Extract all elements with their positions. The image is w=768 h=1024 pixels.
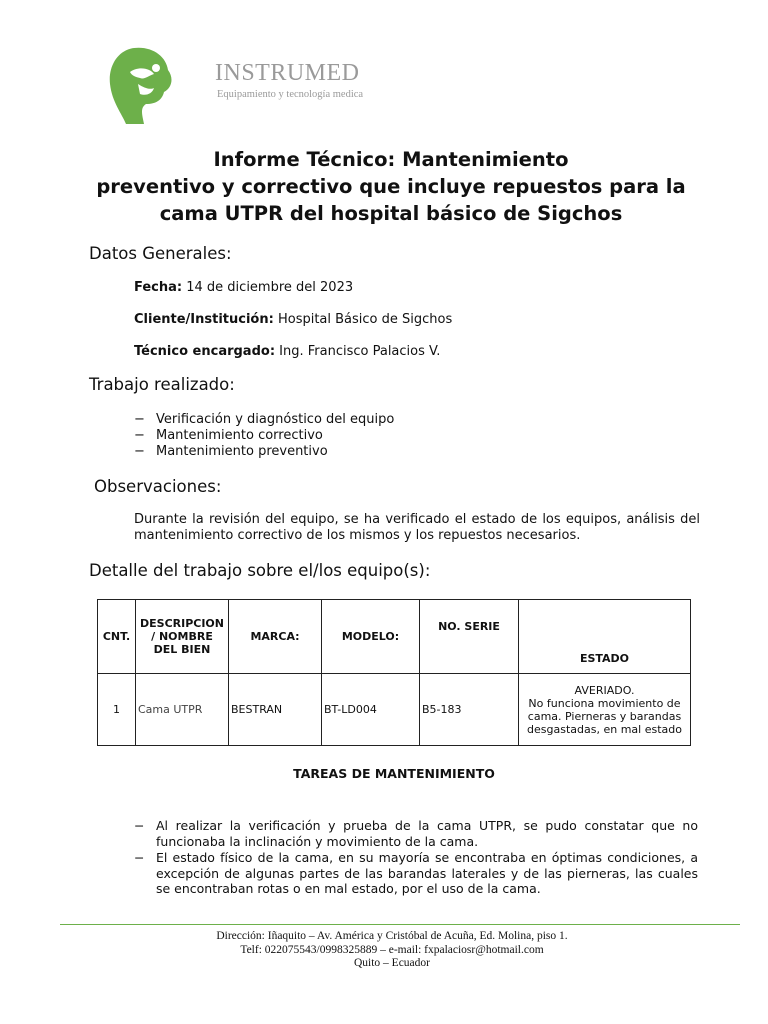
footer	[60, 930, 724, 971]
list-item: − Verificación y diagnóstico del equipo	[134, 412, 394, 428]
table-row	[98, 674, 691, 746]
footer-contact: Telf: 022075543/0998325889 – e-mail: fxpalaciosr@hotmail.com	[240, 943, 544, 956]
observaciones-text: Durante la revisión del equipo, se ha verificado el estado de los equipos, análisis del mantenimiento correctivo de los mismos y los repuestos necesarios.	[134, 512, 700, 543]
brand-name: INSTRUMED	[215, 60, 360, 86]
cell-estado	[519, 674, 691, 746]
cell-cnt: 1	[98, 674, 136, 746]
cliente-value: Hospital Básico de Sigchos	[277, 312, 453, 327]
title-line-3: cama UTPR del hospital básico de Sigchos	[159, 202, 623, 225]
fecha-field	[134, 280, 353, 295]
col-serie: NO. SERIE	[420, 600, 519, 674]
footer-address: Dirección: Iñaquito – Av. América y Cristóbal de Acuña, Ed. Molina, piso 1.	[216, 930, 568, 942]
cell-marca: BESTRAN	[229, 674, 322, 746]
fecha-value: 14 de diciembre del 2023	[186, 280, 354, 295]
cliente-field	[134, 312, 452, 327]
col-cnt: CNT.	[98, 600, 136, 674]
table-header-row	[98, 600, 691, 674]
trabajo-heading: Trabajo realizado:	[89, 375, 235, 394]
col-marca: MARCA:	[229, 600, 322, 674]
detalle-heading: Detalle del trabajo sobre el/los equipo(s):	[89, 561, 431, 580]
footer-divider	[60, 924, 740, 925]
estado-status: AVERIADO.	[574, 683, 635, 697]
cell-descripcion: Cama UTPR	[136, 674, 229, 746]
tecnico-value: Ing. Francisco Palacios V.	[279, 344, 441, 359]
fecha-label: Fecha:	[134, 280, 183, 295]
list-item: − Al realizar la verificación y prueba de la cama UTPR, se pudo constatar que no funcionaba la inclinación y movimiento de la cama.	[134, 818, 698, 849]
estado-detail: No funciona movimiento de cama. Pierneras y barandas desgastadas, en mal estado	[527, 696, 682, 736]
instrumed-logo	[104, 44, 176, 126]
cliente-label: Cliente/Institución:	[134, 312, 274, 327]
trabajo-list	[134, 412, 394, 460]
tecnico-field	[134, 344, 440, 359]
tecnico-label: Técnico encargado:	[134, 344, 276, 359]
brand-tagline: Equipamiento y tecnología medica	[217, 89, 364, 100]
list-item: − Mantenimiento preventivo	[134, 444, 394, 460]
title-line-2: preventivo y correctivo que incluye repuestos para la	[96, 175, 686, 198]
equipment-table	[97, 599, 691, 746]
col-modelo: MODELO:	[322, 600, 420, 674]
cell-serie: B5-183	[420, 674, 519, 746]
footer-city: Quito – Ecuador	[353, 957, 430, 969]
list-item: − Mantenimiento correctivo	[134, 428, 394, 444]
tareas-list	[134, 818, 698, 898]
report-title	[60, 146, 722, 227]
observaciones-heading: Observaciones:	[94, 477, 222, 496]
col-descripcion: DESCRIPCION / NOMBRE DEL BIEN	[136, 600, 229, 674]
list-item: − El estado físico de la cama, en su mayoría se encontraba en óptimas condiciones, a excepción de algunas partes de las barandas laterales y de las pierneras, las cuales se encontraban rotas o en mal estado, por el uso de la cama.	[134, 850, 698, 897]
title-line-1: Informe Técnico: Mantenimiento	[213, 148, 569, 171]
col-estado: ESTADO	[519, 600, 691, 674]
general-heading: Datos Generales:	[89, 244, 232, 263]
cell-modelo: BT-LD004	[322, 674, 420, 746]
tareas-heading: TAREAS DE MANTENIMIENTO	[293, 766, 495, 781]
